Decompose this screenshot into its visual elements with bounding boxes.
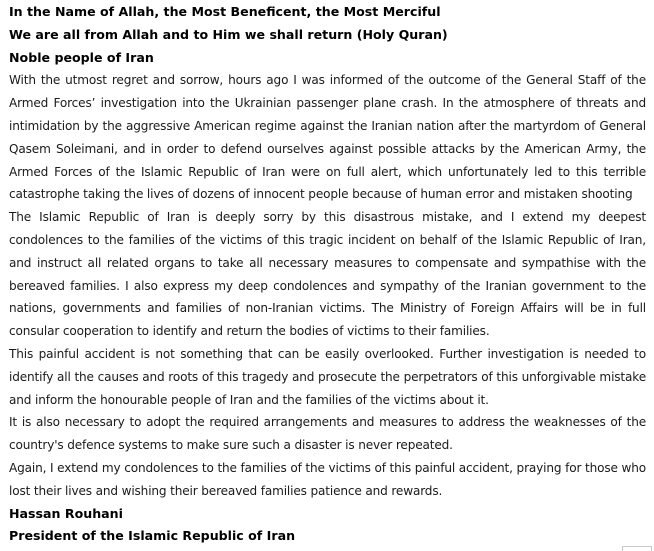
paragraph-defence-systems: It is also necessary to adopt the required arrangements and measures to address the weaknesses of the country's defence systems to make sure such a disaster is never repeated. xyxy=(9,415,646,453)
salutation-heading: Noble people of Iran xyxy=(9,49,154,65)
paragraph-further-investigation: This painful accident is not something that can be easily overlooked. Further investigation is needed to identify all the causes and roots of this tragedy and prosecute the perpetrators of this unforgivable mistake and inform the honourable people of Iran and the families of the victims about it. xyxy=(9,346,646,407)
quran-quote-heading: We are all from Allah and to Him we shall return (Holy Quran) xyxy=(9,26,448,42)
statement-document xyxy=(9,1,646,548)
paragraph-closing-condolences: Again, I extend my condolences to the families of the victims of this painful accident, praying for those who lost their lives and wishing their bereaved families patience and rewards. xyxy=(9,460,646,498)
signature-title: President of the Islamic Republic of Iran xyxy=(9,528,296,544)
corner-widget xyxy=(622,546,652,551)
signature-name: Hassan Rouhani xyxy=(9,505,123,521)
paragraph-condolences: The Islamic Republic of Iran is deeply sorry by this disastrous mistake, and I extend my deepest condolences to the families of the victims of this tragic incident on behalf of the Islamic Republic of Iran, and instruct all related organs to take all necessary measures to compensate and sympathise with the bereaved families. I also express my deep condolences and sympathy of the Iranian government to the nations, governments and families of non-Iranian victims. The Ministry of Foreign Affairs will be in full consular cooperation to identify and return the bodies of victims to their families. xyxy=(9,210,646,339)
invocation-heading: In the Name of Allah, the Most Beneficent, the Most Merciful xyxy=(9,4,441,19)
paragraph-investigation: With the utmost regret and sorrow, hours ago I was informed of the outcome of the General Staff of the Armed Forces’ investigation into the Ukrainian passenger plane crash. In the atmosphere of threats and intimidation by the aggressive American regime against the Iranian nation after the martyrdom of General Qasem Soleimani, and in order to defend ourselves against possible attacks by the American Army, the Armed Forces of the Islamic Republic of Iran were on full alert, which unfortunately led to this terrible catastrophe taking the lives of dozens of innocent people because of human error and mistaken shooting xyxy=(9,73,646,202)
